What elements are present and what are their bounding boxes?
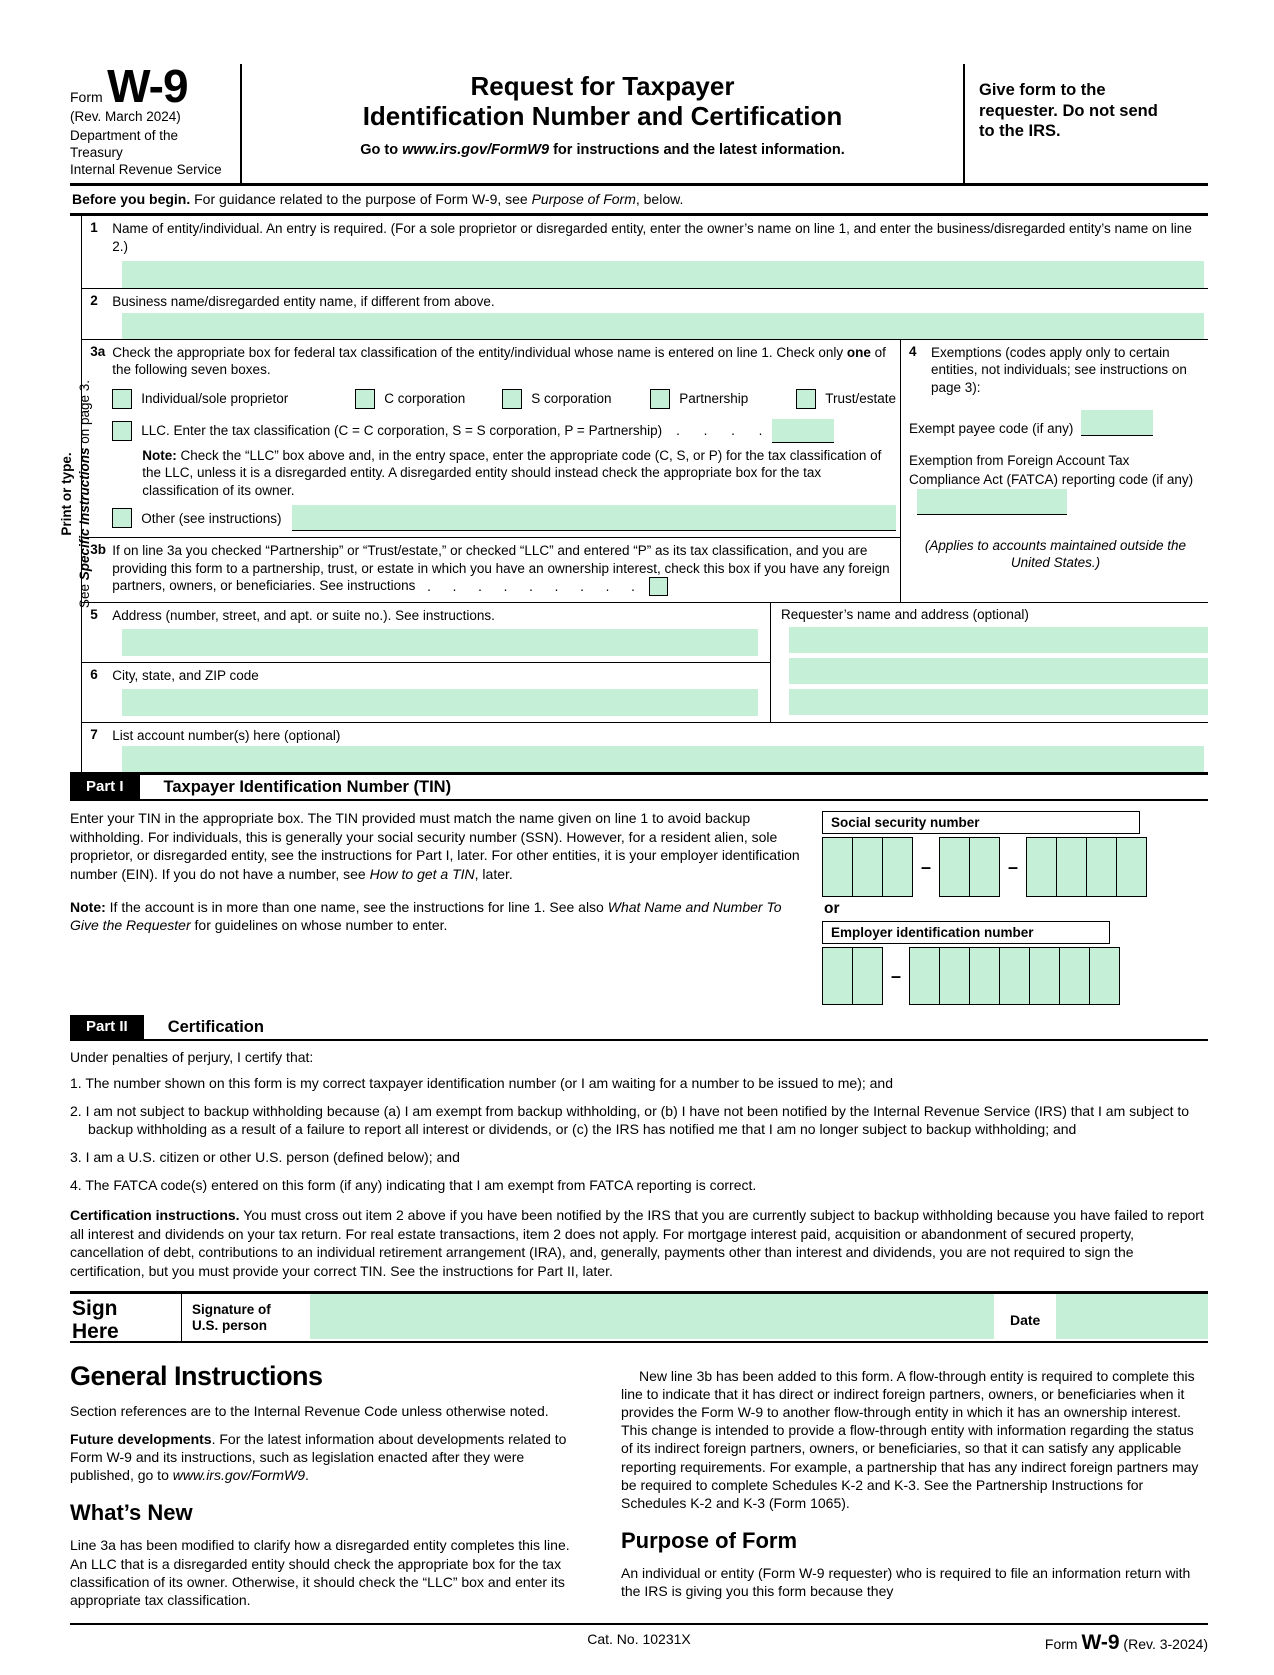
checkbox-partnership[interactable] bbox=[650, 389, 670, 409]
requester-field-2[interactable] bbox=[789, 658, 1208, 684]
line-7-row bbox=[82, 723, 1208, 773]
line-3b-row bbox=[82, 537, 900, 602]
line-7-label: List account number(s) here (optional) bbox=[112, 727, 341, 743]
fatca-code-field[interactable] bbox=[917, 489, 1067, 515]
print-or-type-text: Print or type. See Specific Instructions on page 3. bbox=[58, 380, 92, 609]
general-instructions bbox=[70, 1357, 1208, 1610]
requester-field-3[interactable] bbox=[789, 689, 1208, 715]
date-field[interactable] bbox=[1056, 1294, 1208, 1339]
checkbox-foreign-partners[interactable] bbox=[649, 577, 668, 596]
form-number: W-9 bbox=[107, 60, 188, 112]
label-partnership: Partnership bbox=[679, 390, 749, 406]
ssn-digit-box[interactable] bbox=[1026, 837, 1057, 897]
other-label: Other (see instructions) bbox=[141, 510, 282, 526]
tin-note: Note: If the account is in more than one name, see the instructions for line 1. See also What Name and Number To Give the Requester for guidelines on whose number to enter. bbox=[70, 898, 782, 934]
checkbox-s-corporation[interactable] bbox=[502, 389, 522, 409]
line-1-row bbox=[82, 216, 1208, 289]
label-individual: Individual/sole proprietor bbox=[141, 390, 289, 406]
fatca-row bbox=[909, 452, 1202, 514]
line-2-label: Business name/disregarded entity name, if different from above. bbox=[112, 294, 495, 310]
llc-label: LLC. Enter the tax classification (C = C corporation, S = S corporation, P = Partnership) bbox=[141, 422, 663, 438]
signature-label: Signature of U.S. person bbox=[192, 1301, 271, 1334]
option-individual bbox=[112, 389, 355, 409]
part-2-content bbox=[70, 1049, 1208, 1280]
part-2-bar bbox=[70, 1015, 1208, 1041]
ssn-digit-box[interactable] bbox=[822, 837, 853, 897]
address-field[interactable] bbox=[122, 629, 758, 656]
date-label: Date bbox=[1010, 1311, 1041, 1328]
before-you-begin: Before you begin. For guidance related to the purpose of Form W-9, see Purpose of Form, below. bbox=[70, 186, 1208, 216]
ein-digit-box[interactable] bbox=[939, 947, 970, 1005]
line-2-number: 2 bbox=[90, 293, 98, 309]
ein-dash: – bbox=[891, 965, 902, 986]
certification-intro: Under penalties of perjury, I certify that: bbox=[70, 1049, 314, 1066]
department-line1: Department of the Treasury bbox=[70, 128, 179, 161]
classification-section bbox=[82, 340, 1208, 604]
exemptions-label: Exemptions (codes apply only to certain entities, not individuals; see instructions on page 3): bbox=[931, 344, 1187, 395]
ein-digit-box[interactable] bbox=[1059, 947, 1090, 1005]
form-title-block bbox=[242, 64, 963, 183]
general-instructions-title: General Instructions bbox=[70, 1360, 323, 1391]
ssn-boxes bbox=[822, 837, 1208, 897]
print-or-type-sidebar bbox=[58, 216, 92, 772]
certification-item-3: 3. I am a U.S. citizen or other U.S. person (defined below); and bbox=[70, 1148, 460, 1165]
line-3a-row bbox=[82, 340, 900, 538]
line-1-label: Name of entity/individual. An entry is required. (For a sole proprietor or disregarded entity, enter the owner’s name on line 1, and enter the business/disregarded entity’s name on line 2.) bbox=[112, 221, 1192, 254]
instructions-left-column bbox=[70, 1357, 615, 1610]
give-form-block bbox=[963, 64, 1208, 183]
purpose-of-form-title: Purpose of Form bbox=[621, 1528, 798, 1554]
ssn-digit-box[interactable] bbox=[1116, 837, 1147, 897]
line-3a-label: Check the appropriate box for federal tax classification of the entity/individual whose name is entered on line 1. Check only one of the following seven boxes. bbox=[112, 344, 886, 378]
new-line-3b-paragraph: New line 3b has been added to this form. A flow-through entity is required to complete this line to indicate that it has direct or indirect foreign partners, owners, or beneficiaries when it provides the Form W-9 to another flow-through entity in which it has an ownership interest. This change is intended to provide a flow-through entity with information regarding the status of its indirect foreign partners, owners, or beneficiaries, so that it can satisfy any applicable reporting requirements. For example, a partnership that has any indirect foreign partners may be required to complete Schedules K-2 and K-3. See the Partnership Instructions for Schedules K-2 and K-3 (Form 1065). bbox=[621, 1367, 1199, 1511]
part-1-title: Taxpayer Identification Number (TIN) bbox=[163, 778, 452, 797]
city-state-zip-field[interactable] bbox=[122, 689, 758, 716]
form-word: Form bbox=[70, 89, 103, 105]
label-s-corporation: S corporation bbox=[531, 390, 612, 406]
certification-item-4: 4. The FATCA code(s) entered on this form (if any) indicating that I am exempt from FATCA reporting is correct. bbox=[70, 1176, 757, 1193]
form-revision: (Rev. March 2024) bbox=[70, 109, 181, 125]
llc-option-row bbox=[112, 419, 896, 443]
line-3b-text: If on line 3a you checked “Partnership” or “Trust/estate,” or checked “LLC” and entered “P” as its tax classification, and you are providing this form to a partnership, trust, or estate in which you have an ownership interest, check this box if you have any foreign partners, owners, or beneficiaries. See instructions bbox=[112, 543, 890, 594]
dotted-leader: . . . . . . . . . bbox=[427, 578, 637, 594]
page-footer bbox=[70, 1623, 1208, 1655]
option-s-corporation bbox=[502, 389, 650, 409]
part-2-badge: Part II bbox=[70, 1015, 144, 1039]
section-references: Section references are to the Internal Revenue Code unless otherwise noted. bbox=[70, 1402, 549, 1419]
certification-item-1: 1. The number shown on this form is my correct taxpayer identification number (or I am waiting for a number to be issued to me); and bbox=[70, 1075, 894, 1092]
ein-digit-box[interactable] bbox=[969, 947, 1000, 1005]
line-5-row bbox=[82, 603, 770, 663]
certification-instructions: Certification instructions. You must cross out item 2 above if you have been notified by the IRS that you are currently subject to backup withholding because you have failed to report all interest and dividends on your tax return. For real estate transactions, item 2 does not apply. For mortgage interest paid, acquisition or abandonment of secured property, cancellation of debt, contributions to an individual retirement arrangement (IRA), and, generally, payments other than interest and dividends, you are not required to sign the certification, but you must provide your correct TIN. See the instructions for Part II, later. bbox=[70, 1207, 1204, 1279]
business-name-field[interactable] bbox=[122, 313, 1204, 339]
ssn-digit-box[interactable] bbox=[1056, 837, 1087, 897]
part-1-badge: Part I bbox=[70, 775, 140, 799]
line-6-number: 6 bbox=[90, 667, 98, 683]
or-text: or bbox=[824, 900, 840, 918]
llc-tax-code-field[interactable] bbox=[772, 419, 834, 443]
ssn-digit-box[interactable] bbox=[1086, 837, 1117, 897]
part-2-title: Certification bbox=[167, 1018, 264, 1037]
department-line2: Internal Revenue Service bbox=[70, 162, 222, 178]
line-6-row bbox=[82, 663, 770, 722]
option-partnership bbox=[650, 389, 796, 409]
ssn-dash: – bbox=[1008, 856, 1019, 877]
give-form-text: Give form to the requester. Do not send to the IRS. bbox=[979, 81, 1158, 141]
requester-label: Requester’s name and address (optional) bbox=[781, 607, 1029, 623]
form-reference: Form W-9 (Rev. 3-2024) bbox=[1044, 1631, 1208, 1655]
option-c-corporation bbox=[355, 389, 502, 409]
certification-item-2: 2. I am not subject to backup withholding because (a) I am exempt from backup withholding, or (b) I have not been notified by the Internal Revenue Service (IRS) that I am subject to backup withholding as a result of a failure to report all interest or dividends, or (c) the IRS has notified me that I am no longer subject to backup withholding; and bbox=[70, 1102, 1190, 1138]
checkbox-llc[interactable] bbox=[112, 421, 132, 441]
sign-here-label: Sign Here bbox=[70, 1294, 182, 1341]
ssn-dash: – bbox=[921, 856, 932, 877]
checkbox-other[interactable] bbox=[112, 508, 132, 528]
option-trust-estate bbox=[796, 389, 896, 409]
part-1-bar bbox=[70, 775, 1208, 801]
instructions-right-column bbox=[615, 1357, 1208, 1610]
other-description-field[interactable] bbox=[292, 505, 896, 531]
line-5-number: 5 bbox=[90, 607, 98, 623]
ssn-digit-box[interactable] bbox=[939, 837, 970, 897]
form-body bbox=[58, 216, 1208, 775]
form-header bbox=[70, 60, 1208, 186]
purpose-paragraph: An individual or entity (Form W-9 requester) who is required to file an information return with the IRS is giving you this form because they bbox=[621, 1565, 1191, 1600]
exempt-payee-row bbox=[909, 410, 1202, 436]
ein-digit-box[interactable] bbox=[1089, 947, 1120, 1005]
account-numbers-field[interactable] bbox=[122, 746, 1204, 772]
ein-digit-box[interactable] bbox=[852, 947, 883, 1005]
line-6-label: City, state, and ZIP code bbox=[112, 668, 259, 684]
line-1-number: 1 bbox=[90, 220, 98, 236]
line-3b-number: 3b bbox=[90, 542, 106, 558]
classification-options bbox=[112, 389, 896, 409]
ein-label: Employer identification number bbox=[822, 921, 1110, 944]
whats-new-paragraph: Line 3a has been modified to clarify how a disregarded entity completes this line. An LLC that is a disregarded entity should check the appropriate box for the tax classification of its owner. Otherwise, it should check the “LLC” box and enter its appropriate tax classification. bbox=[70, 1537, 570, 1608]
ssn-digit-box[interactable] bbox=[882, 837, 913, 897]
exempt-payee-code-field[interactable] bbox=[1081, 410, 1153, 436]
whats-new-title: What’s New bbox=[70, 1500, 193, 1526]
form-id-block bbox=[70, 60, 242, 183]
label-c-corporation: C corporation bbox=[384, 390, 466, 406]
ein-digit-box[interactable] bbox=[1029, 947, 1060, 1005]
goto-instructions: Go to www.irs.gov/FormW9 for instructions and the latest information. bbox=[360, 141, 845, 158]
tin-instructions: Enter your TIN in the appropriate box. The TIN provided must match the name given on line 1 to avoid backup withholding. For individuals, this is generally your social security number (SSN). However, for a resident alien, sole proprietor, or disregarded entity, see the instructions for Part I, later. For other entities, it is your employer identification number (EIN). If you do not have a number, see How to get a TIN, later. bbox=[70, 810, 800, 882]
checkbox-individual-sole-proprietor[interactable] bbox=[112, 389, 132, 409]
future-developments: Future developments. For the latest information about developments related to Form W-9 and its instructions, such as legislation enacted after they were published, go to www.irs.gov/FormW9. bbox=[70, 1430, 567, 1484]
form-title-line1: Request for Taxpayer bbox=[470, 71, 735, 101]
line-4-number: 4 bbox=[909, 343, 917, 359]
signature-field[interactable] bbox=[310, 1294, 994, 1339]
part-1-content bbox=[70, 801, 1208, 1005]
checkbox-c-corporation[interactable] bbox=[355, 389, 375, 409]
line-5-label: Address (number, street, and apt. or suite no.). See instructions. bbox=[112, 608, 495, 624]
name-field[interactable] bbox=[122, 261, 1204, 288]
checkbox-trust-estate[interactable] bbox=[796, 389, 816, 409]
label-trust-estate: Trust/estate bbox=[825, 390, 896, 406]
requester-column bbox=[770, 603, 1208, 721]
ein-digit-box[interactable] bbox=[822, 947, 853, 1005]
exemptions-column bbox=[900, 340, 1208, 603]
ssn-digit-box[interactable] bbox=[852, 837, 883, 897]
fatca-label: Exemption from Foreign Account Tax Compliance Act (FATCA) reporting code (if any) bbox=[909, 453, 1194, 487]
other-option-row bbox=[112, 505, 896, 531]
ein-boxes bbox=[822, 947, 1208, 1005]
ein-digit-box[interactable] bbox=[909, 947, 940, 1005]
irs-url: www.irs.gov/FormW9 bbox=[402, 141, 550, 158]
line-2-row bbox=[82, 289, 1208, 340]
applies-note: (Applies to accounts maintained outside the United States.) bbox=[924, 537, 1187, 571]
ssn-label: Social security number bbox=[822, 811, 1140, 834]
line-3a-number: 3a bbox=[90, 343, 106, 359]
requester-field-1[interactable] bbox=[789, 627, 1208, 653]
ein-digit-box[interactable] bbox=[999, 947, 1030, 1005]
exempt-payee-label: Exempt payee code (if any) bbox=[909, 421, 1074, 437]
line-7-number: 7 bbox=[90, 726, 98, 742]
form-title-line2: Identification Number and Certification bbox=[362, 100, 843, 131]
llc-note: Note: Check the “LLC” box above and, in the entry space, enter the appropriate code (C, S, or P) for the tax classification of the LLC, unless it is a disregarded entity. A disregarded entity should instead check the appropriate box for the tax classification of its owner. bbox=[142, 447, 882, 498]
dotted-leader: . . . . bbox=[676, 422, 765, 438]
address-section bbox=[82, 603, 1208, 722]
sign-here-row bbox=[70, 1291, 1208, 1343]
catalog-number: Cat. No. 10231X bbox=[587, 1631, 691, 1648]
ssn-digit-box[interactable] bbox=[969, 837, 1000, 897]
